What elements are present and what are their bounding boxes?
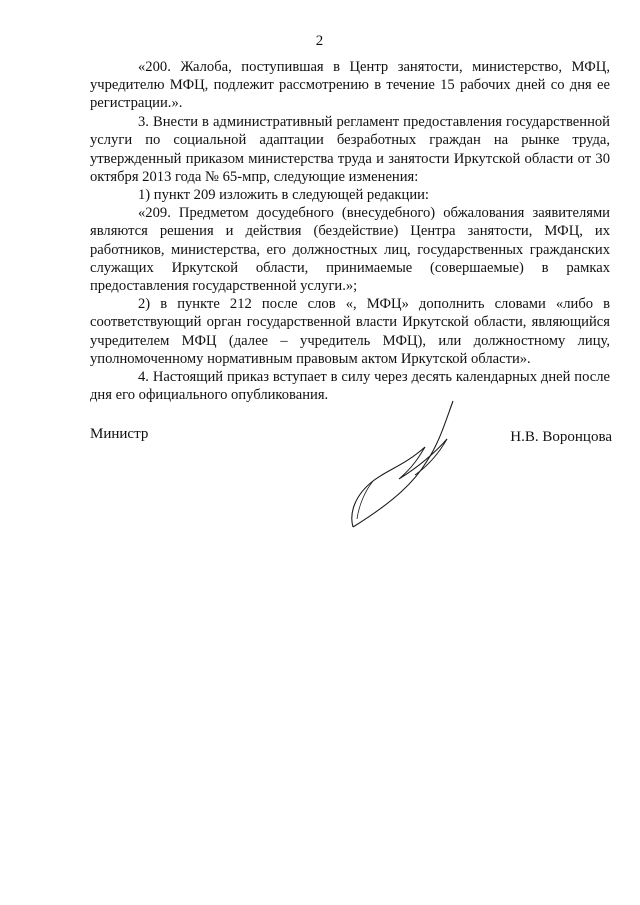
signatory-name: Н.В. Воронцова (510, 429, 612, 445)
paragraph-subitem-1: 1) пункт 209 изложить в следующей редакции: (138, 186, 429, 203)
paragraph-subitem-2: 2) в пункте 212 после слов «, МФЦ» дополнить словами «либо в соответствующий орган государственной власти Иркутской области, являющийся учредителем МФЦ (далее – учредитель МФЦ), или должностному лицу, уполномоченному нормативным правовым актом Иркутской области». (90, 296, 610, 367)
paragraph-item-4: 4. Настоящий приказ вступает в силу через десять календарных дней после дня его официального опубликования. (90, 368, 610, 404)
document-body (90, 58, 610, 404)
paragraph-item-3: 3. Внести в административный регламент предоставления государственной услуги по социальной адаптации безработных граждан на рынке труда, утвержденный приказом министерства труда и занятости Иркутской области от 30 октября 2013 года № 65-мпр, следующие изменения: (90, 114, 610, 185)
paragraph-point-209: «209. Предметом досудебного (внесудебного) обжалования заявителями являются решения и действия (бездействие) Центра занятости, МФЦ, их работников, министерства, его должностных лиц, государственных гражданских служащих Иркутской области, принимаемые (совершаемые) в рамках предоставления государственной услуги.»; (90, 205, 610, 294)
signatory-role: Министр (90, 426, 149, 442)
paragraph-complaint-term: «200. Жалоба, поступившая в Центр занятости, министерство, МФЦ, учредителю МФЦ, подлежит рассмотрению в течение 15 рабочих дней со дня ее регистрации.». (90, 59, 610, 112)
handwritten-signature (335, 395, 475, 535)
page-number: 2 (315, 33, 325, 49)
